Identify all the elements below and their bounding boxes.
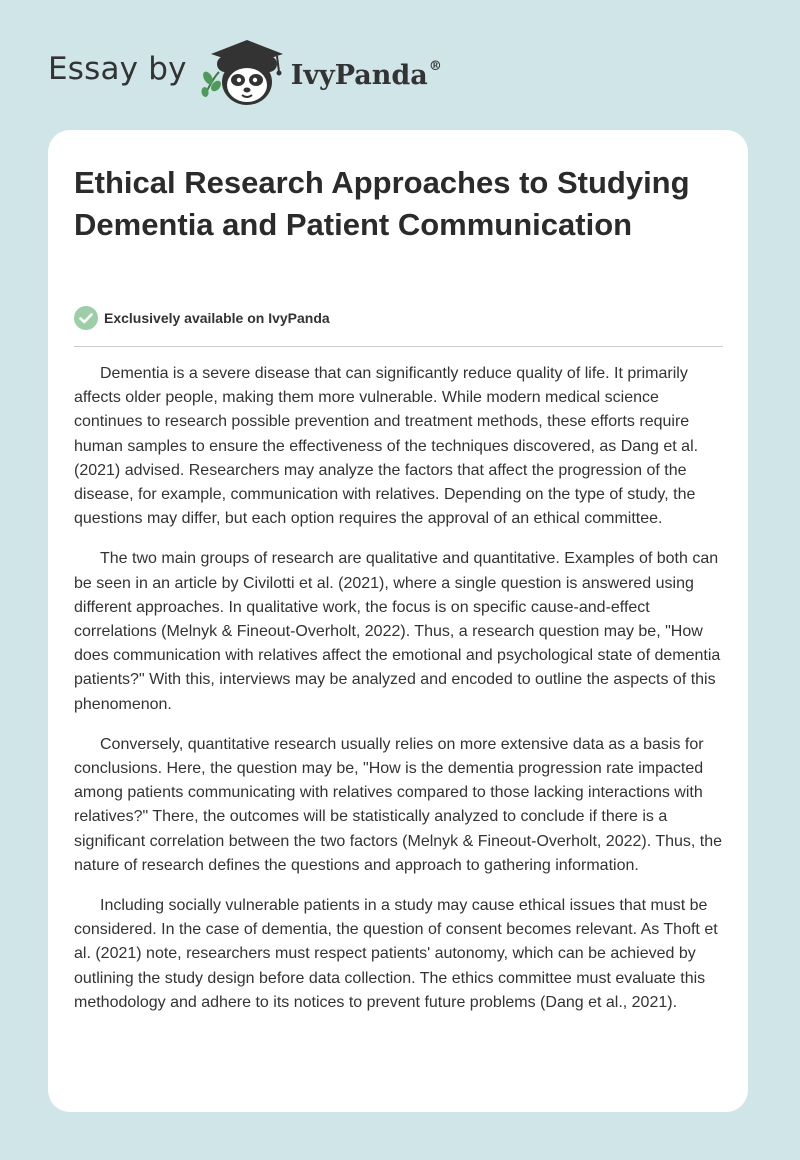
exclusive-badge [74, 306, 330, 330]
exclusive-badge-label: Exclusively available on IvyPanda [104, 310, 330, 326]
essay-by-label: Essay by [48, 51, 187, 87]
title-divider [74, 346, 723, 347]
essay-title: Ethical Research Approaches to Studying Dementia and Patient Communication [74, 165, 690, 242]
essay-paragraph: Dementia is a severe disease that can significantly reduce quality of life. It primarily affects older people, making them more vulnerable. While modern medical science continues to research possible prevention and treatment methods, these efforts require human samples to ensure the effectiveness of the techniques discovered, as Dang et al. (2021) advised. Researchers may analyze the factors that affect the progression of the disease, for example, communication with relatives. Depending on the type of study, the questions may differ, but each option requires the approval of an ethical committee. [74, 365, 699, 528]
essay-body [74, 362, 726, 1031]
check-circle-icon [74, 306, 98, 330]
ivypanda-brand-name [291, 60, 442, 91]
essay-paragraph: The two main groups of research are qualitative and quantitative. Examples of both can be seen in an article by Civilotti et al. (2021), where a single question is answered using different approaches. In qualitative work, the focus is on specific cause-and-effect correlations (Melnyk & Fineout-Overholt, 2022). Thus, a research question may be, "How does communication with relatives affect the emotional and psychological state of dementia patients?" With this, interviews may be analyzed and encoded to outline the aspects of this phenomenon. [74, 550, 721, 713]
essay-paragraph: Including socially vulnerable patients in a study may cause ethical issues that must be considered. In the case of dementia, the question of consent becomes relevant. As Thoft et al. (2021) note, researchers must respect patients' autonomy, which can be achieved by outlining the study design before data collection. The ethics committee must evaluate this methodology and adhere to its notices to prevent future problems (Dang et al., 2021). [74, 897, 718, 1011]
panda-graduate-logo-icon [197, 34, 297, 110]
brand-header[interactable] [48, 34, 442, 110]
registered-mark: ® [428, 58, 442, 74]
essay-card [48, 130, 748, 1112]
essay-paragraph: Conversely, quantitative research usually relies on more extensive data as a basis for conclusions. Here, the question may be, "How is the dementia progression rate impacted among patients communicating with relatives compared to those lacking interactions with relatives?" There, the outcomes will be statistically analyzed to conclude if there is a significant correlation between the two factors (Melnyk & Fineout-Overholt, 2022). Thus, the nature of research defines the questions and approach to gathering information. [74, 735, 723, 874]
brand-name-text: IvyPanda [290, 59, 428, 91]
